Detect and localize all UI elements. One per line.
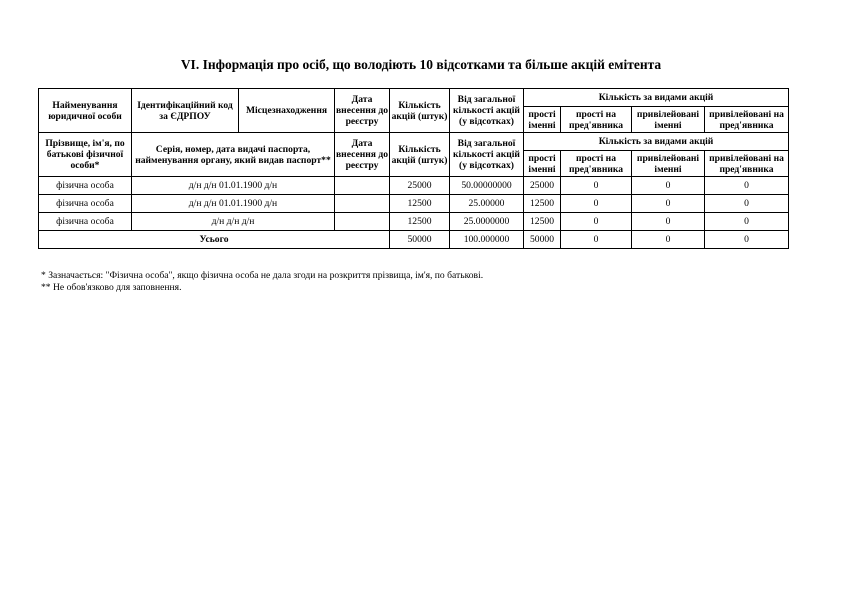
total-share-quantity: 50000: [390, 231, 450, 249]
header-legal-name: Найменування юридичної особи: [39, 89, 132, 133]
total-row: [39, 231, 789, 249]
header-ordinary-bearer-2: прості на пред'явника: [561, 151, 632, 177]
cell-share-quantity: 12500: [390, 213, 450, 231]
shareholders-table: [38, 88, 789, 249]
cell-preferred-registered: 0: [632, 177, 705, 195]
header-preferred-bearer: привілейовані на пред'явника: [705, 107, 789, 133]
cell-share-quantity: 25000: [390, 177, 450, 195]
header-share-types-group-2: Кількість за видами акцій: [524, 133, 789, 151]
cell-share-quantity: 12500: [390, 195, 450, 213]
total-ordinary-registered: 50000: [524, 231, 561, 249]
cell-preferred-registered: 0: [632, 195, 705, 213]
total-preferred-bearer: 0: [705, 231, 789, 249]
header-share-types-group: Кількість за видами акцій: [524, 89, 789, 107]
header-share-quantity: Кількість акцій (штук): [390, 89, 450, 133]
cell-passport: д/н д/н 01.01.1900 д/н: [132, 177, 335, 195]
cell-person-name: фізична особа: [39, 177, 132, 195]
header-share-percent: Від загальної кількості акцій (у відсотках): [450, 89, 524, 133]
footnote-optional: ** Не обов'язково для заповнення.: [41, 282, 182, 293]
header-passport: Серія, номер, дата видачі паспорта, найменування органу, який видав паспорт**: [132, 133, 335, 177]
total-ordinary-bearer: 0: [561, 231, 632, 249]
cell-register-date: [335, 177, 390, 195]
header-location: Місцезнаходження: [239, 89, 335, 133]
header-ordinary-registered: прості іменні: [524, 107, 561, 133]
cell-person-name: фізична особа: [39, 195, 132, 213]
header-ordinary-registered-2: прості іменні: [524, 151, 561, 177]
cell-passport: д/н д/н 01.01.1900 д/н: [132, 195, 335, 213]
cell-preferred-bearer: 0: [705, 213, 789, 231]
cell-share-percent: 25.00000: [450, 195, 524, 213]
cell-passport: д/н д/н д/н: [132, 213, 335, 231]
cell-ordinary-registered: 25000: [524, 177, 561, 195]
cell-person-name: фізична особа: [39, 213, 132, 231]
header-share-quantity-2: Кількість акцій (штук): [390, 133, 450, 177]
header-register-date: Дата внесення до реєстру: [335, 89, 390, 133]
total-preferred-registered: 0: [632, 231, 705, 249]
cell-register-date: [335, 213, 390, 231]
header-individual-name: Прізвище, ім'я, по батькові фізичної особи*: [39, 133, 132, 177]
cell-ordinary-bearer: 0: [561, 195, 632, 213]
table-row: [39, 195, 789, 213]
cell-preferred-registered: 0: [632, 213, 705, 231]
table-row: [39, 177, 789, 195]
table-row: [39, 213, 789, 231]
header-ordinary-bearer: прості на пред'явника: [561, 107, 632, 133]
total-label: Усього: [39, 231, 390, 249]
total-share-percent: 100.000000: [450, 231, 524, 249]
cell-ordinary-registered: 12500: [524, 213, 561, 231]
cell-ordinary-bearer: 0: [561, 213, 632, 231]
header-edrpou-code: Ідентифікаційний код за ЄДРПОУ: [132, 89, 239, 133]
footnotes: [41, 270, 483, 294]
cell-share-percent: 50.00000000: [450, 177, 524, 195]
header-preferred-registered: привілейовані іменні: [632, 107, 705, 133]
header-preferred-registered-2: привілейовані іменні: [632, 151, 705, 177]
cell-share-percent: 25.0000000: [450, 213, 524, 231]
cell-ordinary-bearer: 0: [561, 177, 632, 195]
cell-preferred-bearer: 0: [705, 177, 789, 195]
cell-preferred-bearer: 0: [705, 195, 789, 213]
header-share-percent-2: Від загальної кількості акцій (у відсотках): [450, 133, 524, 177]
header-preferred-bearer-2: привілейовані на пред'явника: [705, 151, 789, 177]
cell-register-date: [335, 195, 390, 213]
cell-ordinary-registered: 12500: [524, 195, 561, 213]
footnote-individual: * Зазначається: "Фізична особа", якщо фізична особа не дала згоди на розкриття прізвища, ім'я, по батькові.: [41, 270, 484, 281]
page-title: VI. Інформація про осіб, що володіють 10 відсотками та більше акцій емітента: [180, 57, 662, 72]
header-register-date-2: Дата внесення до реєстру: [335, 133, 390, 177]
